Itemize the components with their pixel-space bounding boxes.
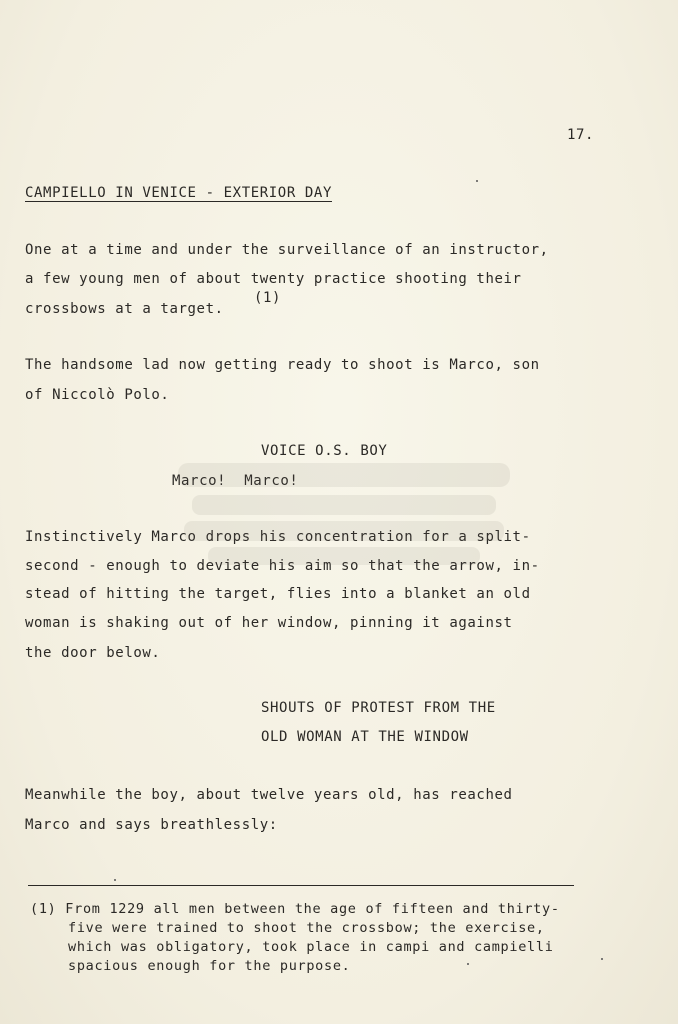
paragraph-3-line-5: the door below. bbox=[25, 645, 161, 661]
paragraph-1-line-2: a few young men of about twenty practice shooting their bbox=[25, 271, 522, 287]
paragraph-3-line-1: Instinctively Marco drops his concentration for a split- bbox=[25, 529, 531, 545]
dialogue-line: Marco! Marco! bbox=[172, 473, 299, 489]
paragraph-3-line-2: second - enough to deviate his aim so that the arrow, in- bbox=[25, 558, 540, 574]
cue-line-1: SHOUTS OF PROTEST FROM THE bbox=[261, 700, 496, 716]
paper-speck bbox=[601, 958, 603, 960]
paper-speck bbox=[476, 180, 478, 182]
paper-speck bbox=[467, 963, 469, 965]
footnote-line-3: which was obligatory, took place in campi and campielli bbox=[68, 939, 554, 955]
footnote-line-1: (1) From 1229 all men between the age of fifteen and thirty- bbox=[30, 901, 560, 917]
cue-line-2: OLD WOMAN AT THE WINDOW bbox=[261, 729, 469, 745]
scene-heading: CAMPIELLO IN VENICE - EXTERIOR DAY bbox=[25, 185, 332, 201]
paragraph-2-line-1: The handsome lad now getting ready to shoot is Marco, son bbox=[25, 357, 540, 373]
footnote-line-4: spacious enough for the purpose. bbox=[68, 958, 351, 974]
paragraph-3-line-3: stead of hitting the target, flies into a blanket an old bbox=[25, 586, 531, 602]
paragraph-4-line-2: Marco and says breathlessly: bbox=[25, 817, 278, 833]
paragraph-2-line-2: of Niccolò Polo. bbox=[25, 387, 170, 403]
paper-speck bbox=[114, 879, 116, 881]
paragraph-3-line-4: woman is shaking out of her window, pinning it against bbox=[25, 615, 513, 631]
paragraph-1-line-3: crossbows at a target. bbox=[25, 301, 224, 317]
dialogue-character: VOICE O.S. BOY bbox=[261, 443, 388, 459]
page-number: 17. bbox=[567, 127, 595, 143]
footnote-reference: (1) bbox=[254, 290, 282, 306]
footnote-line-2: five were trained to shoot the crossbow; the exercise, bbox=[68, 920, 545, 936]
paragraph-4-line-1: Meanwhile the boy, about twelve years old, has reached bbox=[25, 787, 513, 803]
footnote-divider bbox=[28, 885, 574, 886]
paragraph-1-line-1: One at a time and under the surveillance of an instructor, bbox=[25, 242, 549, 258]
